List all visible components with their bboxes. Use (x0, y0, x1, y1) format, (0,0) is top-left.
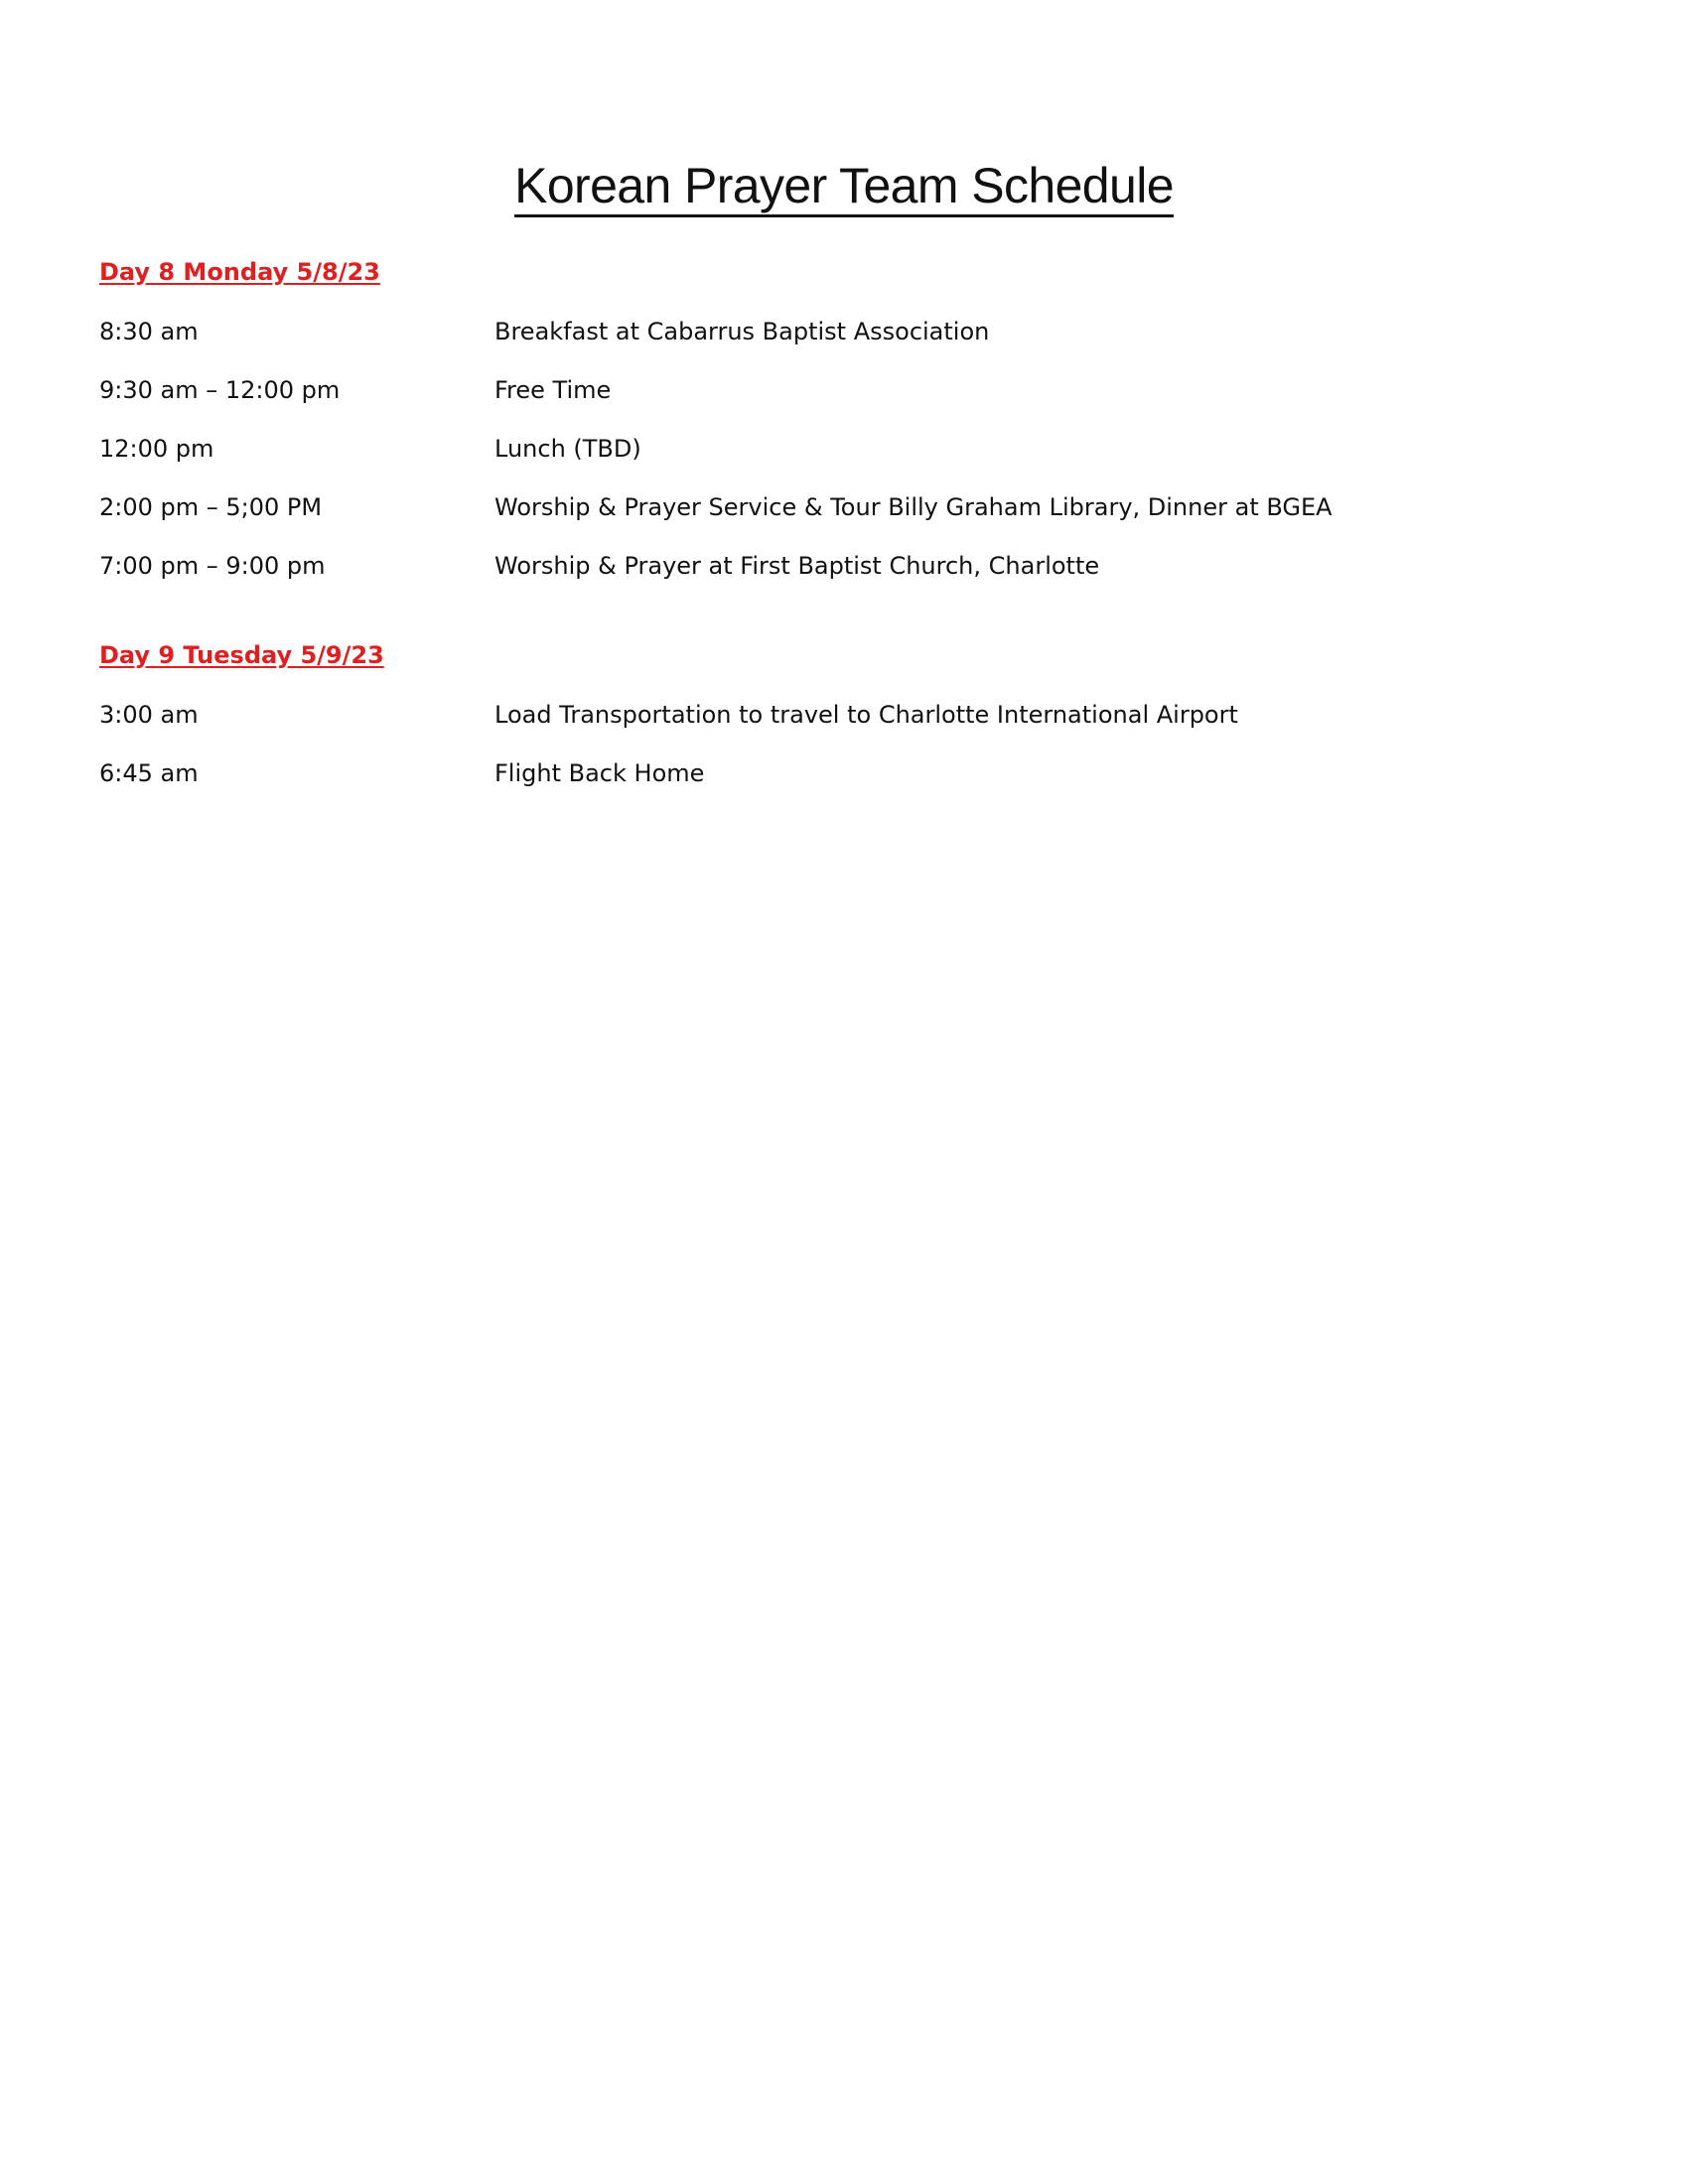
event-time: 6:45 am (99, 759, 199, 787)
schedule-row (99, 316, 1589, 347)
page-title (0, 157, 1688, 214)
event-activity: Lunch (TBD) (494, 435, 641, 463)
event-activity: Flight Back Home (494, 759, 705, 787)
schedule-row (99, 374, 1589, 406)
schedule-row (99, 550, 1589, 582)
event-activity: Load Transportation to travel to Charlotte International Airport (494, 701, 1238, 729)
event-activity: Free Time (494, 376, 612, 404)
day-section-monday (99, 256, 1589, 609)
event-time: 8:30 am (99, 318, 199, 345)
event-activity: Worship & Prayer Service & Tour Billy Graham Library, Dinner at BGEA (494, 493, 1333, 521)
event-time: 9:30 am – 12:00 pm (99, 376, 341, 404)
event-time: 3:00 am (99, 701, 199, 729)
schedule-row (99, 699, 1589, 731)
event-time: 12:00 pm (99, 435, 214, 463)
event-time: 2:00 pm – 5;00 PM (99, 493, 323, 521)
day-heading: Day 8 Monday 5/8/23 (99, 258, 380, 286)
day-section-tuesday (99, 639, 1589, 816)
schedule-row (99, 433, 1589, 465)
schedule-row (99, 757, 1589, 789)
event-activity: Worship & Prayer at First Baptist Church, Charlotte (494, 552, 1100, 580)
day-heading: Day 9 Tuesday 5/9/23 (99, 641, 384, 669)
schedule-row (99, 491, 1589, 523)
page-title-text: Korean Prayer Team Schedule (514, 158, 1174, 217)
event-time: 7:00 pm – 9:00 pm (99, 552, 326, 580)
event-activity: Breakfast at Cabarrus Baptist Association (494, 318, 990, 345)
